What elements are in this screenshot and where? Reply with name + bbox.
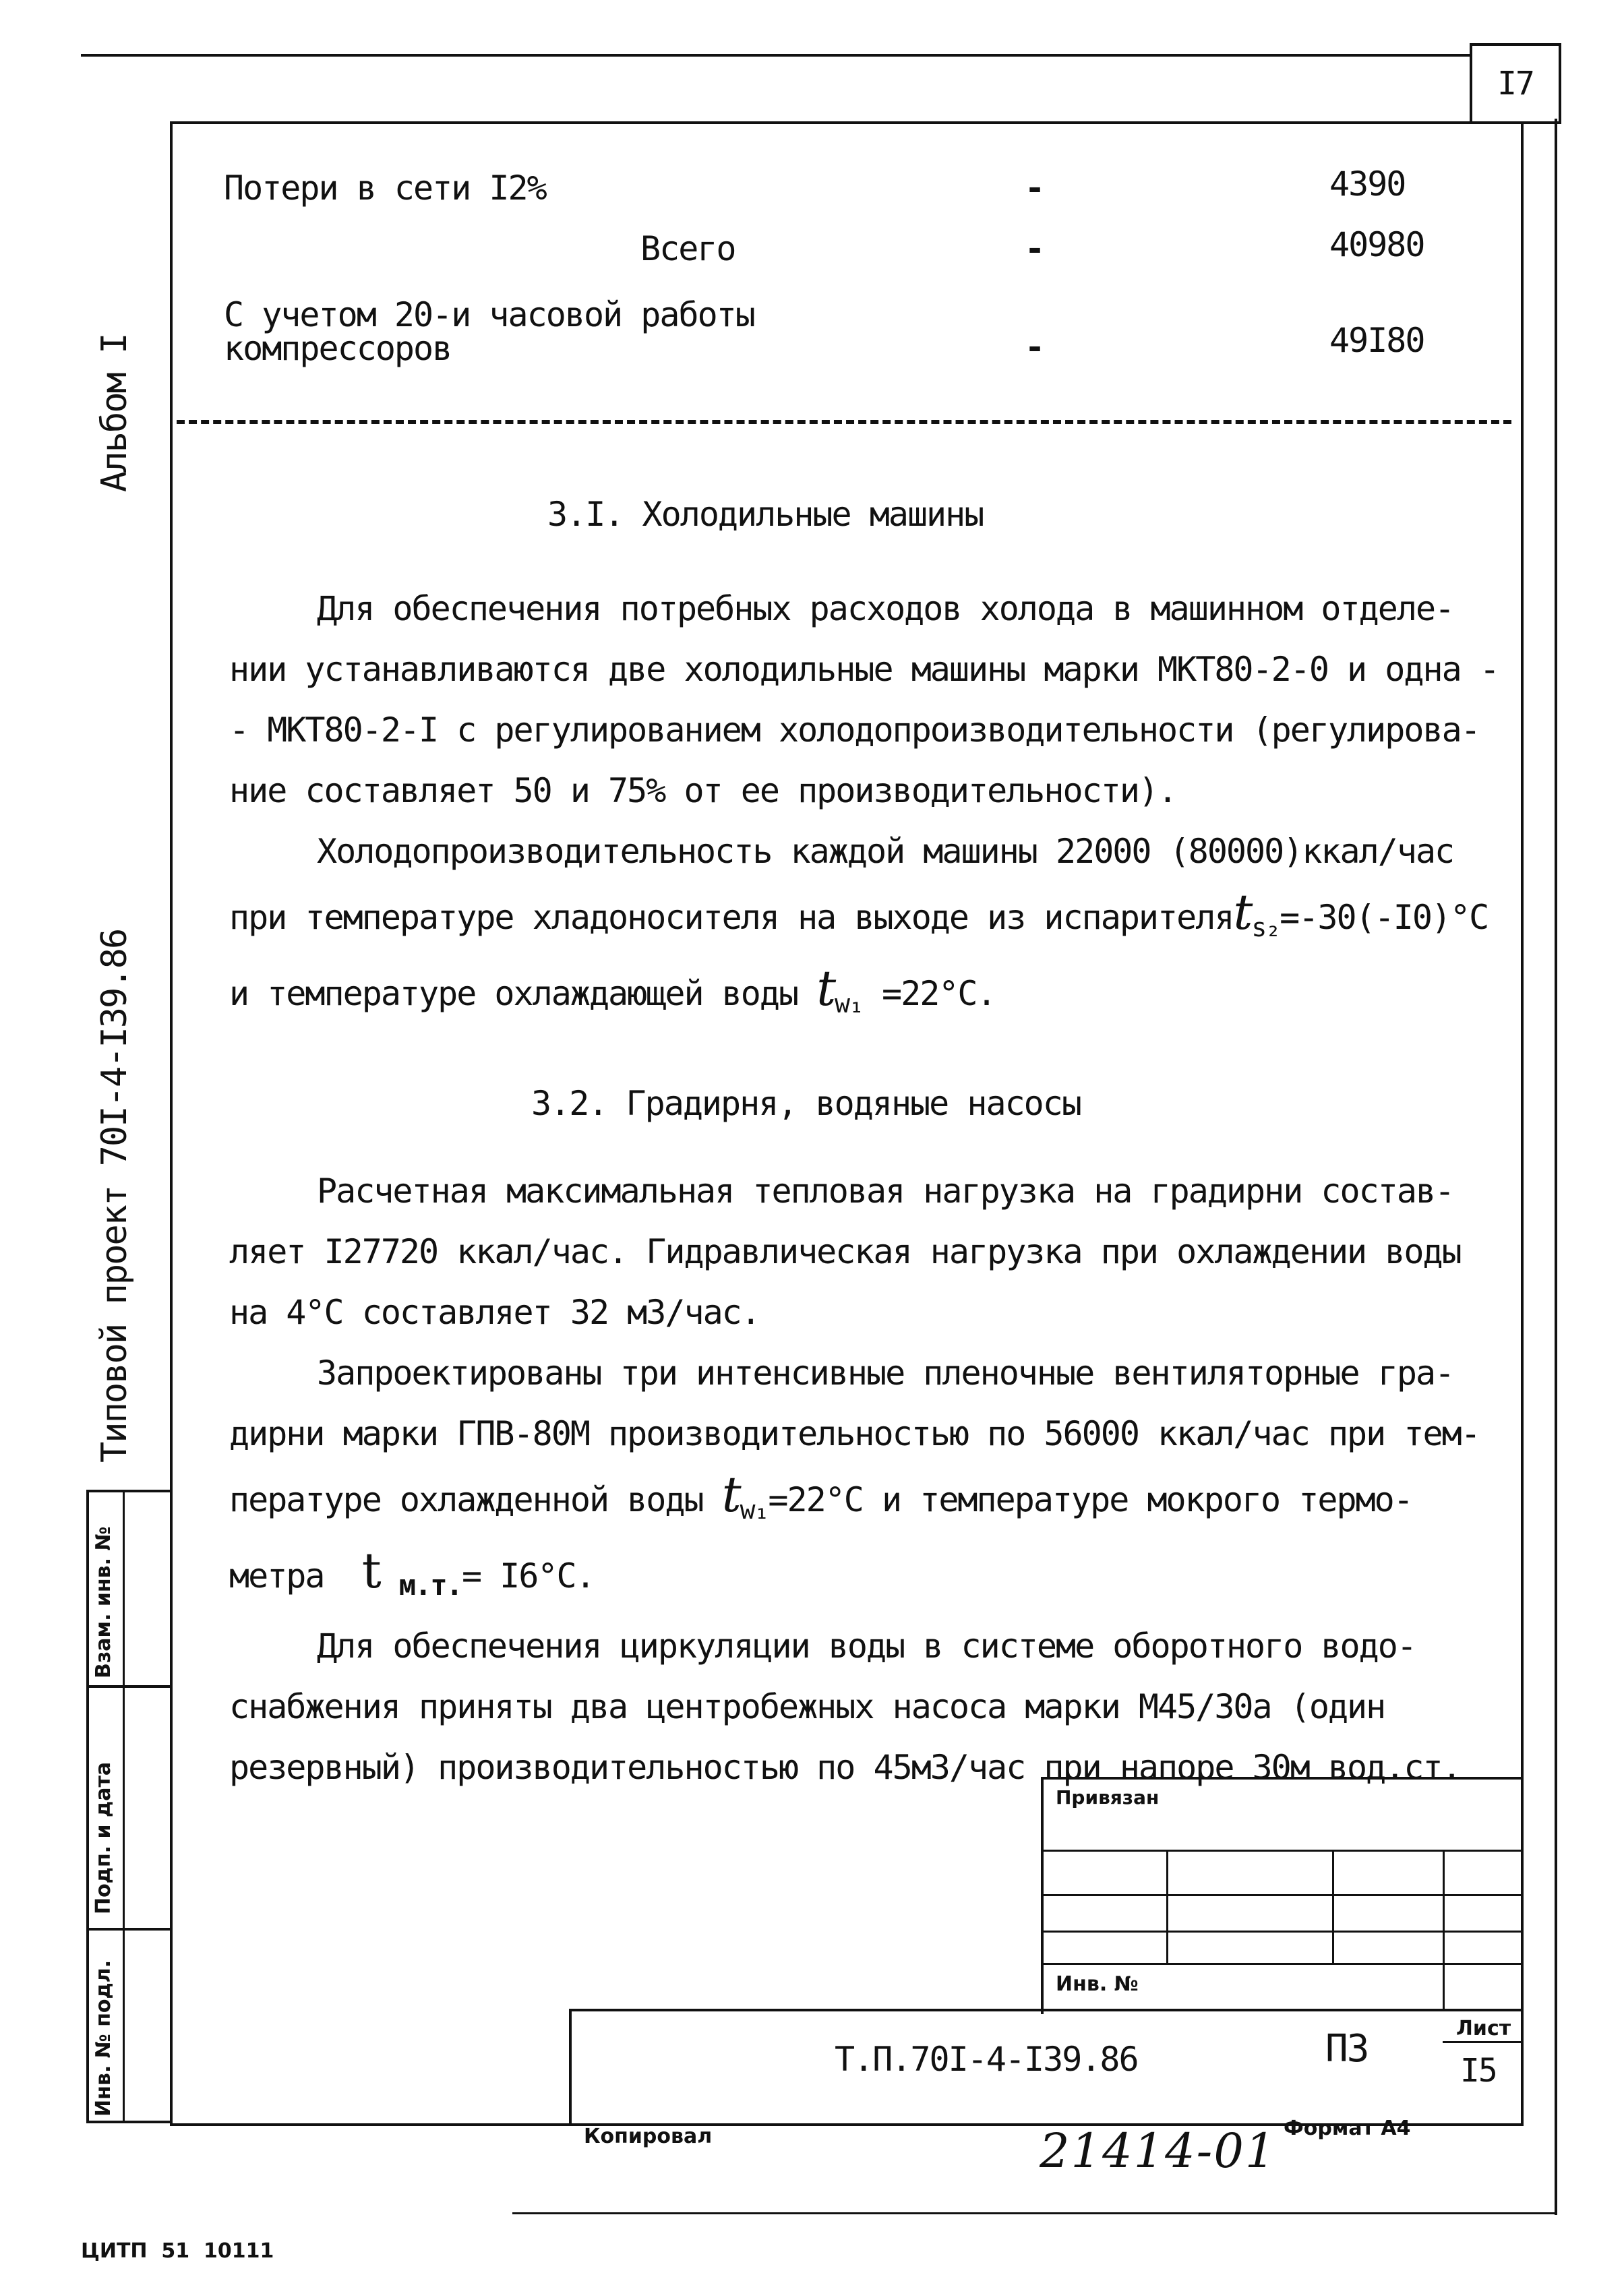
s2p1-line-2: ляет I27720 ккал/час. Гидравлическая нагрузка при охлаждении воды xyxy=(229,1232,1461,1271)
s2p2-line-3: пературе охлажденной воды $t_{w_1}=22^\circ C$ и температуре мокрого термо- xyxy=(229,1466,1412,1525)
section-2-paragraphs xyxy=(229,1161,1510,1798)
s2p2-line-4: метра t $_{м.т.}$= I6°C. xyxy=(229,1542,595,1602)
s1p1-line-4: ние составляет 50 и 75% от ее производительности). xyxy=(229,771,1177,810)
stamp-vline-3 xyxy=(1443,1850,1445,2011)
stamp-hline-4 xyxy=(1041,1963,1521,1965)
temp-symbol: t xyxy=(361,1542,380,1599)
section-2-heading: 3.2. Градирня, водяные насосы xyxy=(531,1084,1081,1123)
summary-row-1-label: Потери в сети I2% xyxy=(224,169,546,208)
stamp-hline-2 xyxy=(1041,1894,1521,1896)
s1p1-line-1: Для обеспечения потребных расходов холода в машинном отделе- xyxy=(317,589,1454,628)
side-box-divider-2 xyxy=(86,1685,173,1688)
stamp-privyazan-label: Привязан xyxy=(1056,1786,1160,1809)
temp-subscript: м.т. xyxy=(398,1569,462,1602)
dashed-separator xyxy=(177,420,1511,424)
s2p1-line-1: Расчетная максимальная тепловая нагрузка на градирни состав- xyxy=(317,1172,1454,1211)
s1p1-line-2: нии устанавливаются две холодильные машины марки МКТ80-2-0 и одна - xyxy=(229,650,1499,689)
stamp-vline-2 xyxy=(1332,1850,1334,1963)
footer-format: Формат А4 xyxy=(1284,2117,1411,2140)
side-label-vzam: Взам. инв. № xyxy=(92,1526,115,1678)
stamp-vline-1 xyxy=(1166,1850,1168,1963)
s1p2-line-1: Холодопроизводительность каждой машины 22000 (80000)ккал/час xyxy=(317,832,1454,871)
s2p2-line-1: Запроектированы три интенсивные пленочные вентиляторные гра- xyxy=(317,1354,1454,1393)
temp-subscript: w₁ xyxy=(835,989,863,1019)
footer-handwritten-number: 21414-01 xyxy=(1040,2123,1277,2179)
side-box-divider-1 xyxy=(86,1490,173,1492)
summary-row-2-dash: - xyxy=(1025,229,1044,268)
sheet-bottom-line xyxy=(512,2212,1557,2214)
footer-bottom-left-code: ЦИТП 51 10111 xyxy=(81,2239,274,2263)
s2p2-line-2: дирни марки ГПВ-80М производительностью по 56000 ккал/час при тем- xyxy=(229,1414,1480,1453)
summary-row-3-label-line2: компрессоров xyxy=(224,329,452,368)
s2p1-line-3: на 4°C составляет 32 м3/час. xyxy=(229,1293,760,1332)
side-project-label: Типовой проект 70I-4-I39.86 xyxy=(94,929,135,1463)
footer-kopiroval: Копировал xyxy=(584,2125,713,2148)
summary-row-2-label: Всего xyxy=(640,229,735,268)
summary-row-1-value: 4390 xyxy=(1329,164,1406,204)
section-1-heading: 3.I. Холодильные машины xyxy=(547,495,984,534)
sheet-right-line xyxy=(1555,119,1557,2215)
summary-row-1-dash: - xyxy=(1025,169,1044,208)
stamp-list-label: Лист xyxy=(1456,2017,1511,2040)
s2p3-line-3: резервный) производительностью по 45м3/час при напоре 30м вод.ст. xyxy=(229,1748,1461,1787)
temp-subscript: s₂ xyxy=(1251,913,1280,942)
top-rule xyxy=(81,54,1524,57)
stamp-doc-code: Т.П.70I-4-I39.86 xyxy=(835,2040,1138,2079)
s1p2-line-3: и температуре охлаждающей воды $t_{w_1} =22^\circ C$. xyxy=(229,960,996,1019)
s2p3-line-2: снабжения приняты два центробежных насоса марки М45/30а (один xyxy=(229,1687,1385,1726)
s1p2-line-2: при температуре хладоносителя на выходе из испарителяt$_{s_2}$=-30(-I0)°C xyxy=(229,884,1488,942)
temp-subscript: w₁ xyxy=(740,1495,769,1525)
stamp-hline-3 xyxy=(1041,1931,1521,1933)
summary-row-3-dash: - xyxy=(1025,328,1044,367)
temp-symbol: t xyxy=(816,960,835,1016)
stamp-list-divider xyxy=(1443,2041,1521,2043)
summary-row-3-value: 49I80 xyxy=(1329,321,1424,360)
stamp-hline-1 xyxy=(1041,1850,1521,1852)
page-number: I7 xyxy=(1497,65,1534,102)
temp-symbol: t xyxy=(1233,884,1252,940)
stamp-list-number: I5 xyxy=(1460,2052,1497,2090)
summary-row-2-value: 40980 xyxy=(1329,225,1424,264)
s2p3-line-1: Для обеспечения циркуляции воды в системе оборотного водо- xyxy=(317,1627,1416,1666)
outer-bottom-line xyxy=(86,2121,173,2123)
summary-row-3-label-line1: С учетом 20-и часовой работы xyxy=(224,295,754,334)
side-box-inner-line xyxy=(123,1490,125,2123)
temp-symbol: t xyxy=(721,1466,740,1523)
section-1-paragraph-1 xyxy=(229,578,1510,1034)
side-album-label: Альбом I xyxy=(94,334,135,492)
side-label-inv: Инв. № подл. xyxy=(92,1960,115,2117)
side-label-podp: Подп. и дата xyxy=(92,1761,115,1914)
stamp-doc-type: ПЗ xyxy=(1325,2027,1369,2071)
side-box-divider-3 xyxy=(86,1928,173,1931)
outer-left-line xyxy=(86,1490,89,2123)
stamp-inv-label: Инв. № xyxy=(1056,1972,1139,1996)
s1p1-line-3: - МКТ80-2-I с регулированием холодопроизводительности (регулирова- xyxy=(229,710,1480,750)
